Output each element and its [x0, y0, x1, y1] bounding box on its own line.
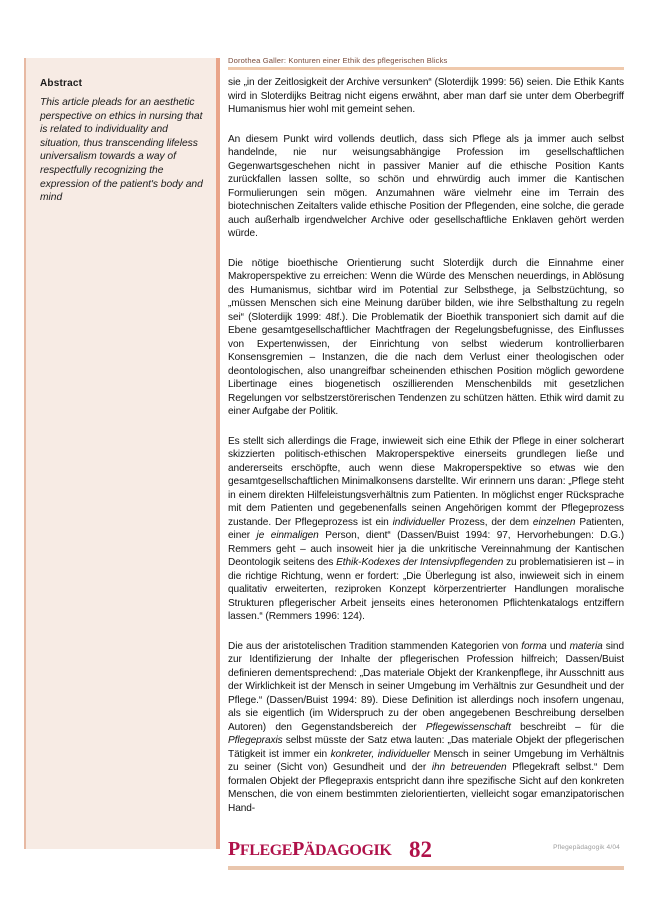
journal-p3: P — [292, 838, 304, 860]
footer-rule — [228, 866, 624, 870]
abstract-box — [40, 78, 210, 205]
emphasized-text: einzelnen — [532, 516, 576, 528]
main-text-column — [228, 76, 624, 831]
emphasized-text: konkreter, individueller — [330, 748, 430, 760]
emphasized-text: ihn betreuenden — [431, 762, 507, 773]
emphasized-text: Pflegewissenschaft — [425, 721, 511, 733]
body-text: Person, dient“ (Dassen/Buist 1994: 97, Hervorhebungen: D.G.) Remmers geht – auch insoweit hier ja die unkritische Vereinnahmung der Kantischen Deontologik seitens des — [228, 530, 624, 568]
body-text: Patienten, einer — [228, 516, 624, 541]
body-text: Die aus der aristotelischen Tradition stammenden Kategorien von — [228, 640, 522, 652]
sidebar-right-rule — [216, 58, 220, 849]
journal-p1: P — [228, 838, 240, 860]
body-text: Es stellt sich allerdings die Frage, inwieweit sich eine Ethik der Pflege in einer solcherart skizzierten politisch-ethischen Makroperspektive einerseits grundlegen ließe und andererseits erschöpfte, auch wenn diese Makroperspektive so etwas wie den gesamtgesellschaftlichen Minimalkonsens darstellte. Wir erinnern uns daran: „Pflege steht in einem direkten Hilfeleistungsverhältnis zum Patienten. In möglichst enger Rücksprache mit dem Patienten und gegebenenfalls seinen Angehörigen kommt der Pflegeprozess zustande. Der Pflegeprozess ist ein — [228, 435, 624, 528]
paragraph-4 — [228, 435, 624, 624]
footer-issue-label: Pflegepädagogik 4/04 — [553, 844, 620, 851]
paragraph-2: An diesem Punkt wird vollends deutlich, dass sich Pflege als ja immer auch selbst handelnde, nie nur weisungsabhängige Profession im gesellschaftlichen Gegenwartsgeschehen nicht in passiver Manier auf die ethische Position Kants zurückfallen lassen sollte, so schön und ehrwürdig auch immer die Kantischen Formulierungen sein mögen. Anzumahnen wäre vielmehr eine im Terrain des biotechnischen Zeitalters valide ethische Position der Pflegenden, eine solche, die gerade auch außerhalb irgendwelcher Archive oder gesellschaftliche Enklaven gehört werden würde. — [228, 133, 624, 239]
page-footer — [228, 838, 624, 864]
paragraph-1: sie „in der Zeitlosigkeit der Archive versunken“ (Sloterdijk 1999: 56) seien. Die Ethik Kants wird in Sloterdijks Beitrag nicht eigens erwähnt, aber man darf sie unter dem Oberbegriff Humanismus hier wohl mit gemeint sehen. — [228, 77, 624, 115]
emphasized-text: forma — [521, 640, 547, 652]
emphasized-text: Pflegepraxis — [228, 735, 283, 746]
body-text: selbst müsste der Satz etwa lauten: „Das materiale Objekt der pflegerischen Tätigkeit ist immer ein — [228, 735, 624, 760]
emphasized-text: Ethik-Kodexes der Intensivpflegenden — [336, 557, 504, 568]
body-text: Pflegekraft selbst.“ Dem formalen Objekt der Pflegepraxis entspricht dann ihre spezifische Sicht auf den konkreten Menschen, die von einem bestimmten zielorientierten, vielleicht sogar emanzipatorischen Hand- — [228, 762, 625, 814]
page-number: 82 — [409, 837, 432, 862]
body-text: und — [546, 640, 570, 652]
body-text: beschreibt – für die — [510, 721, 624, 733]
journal-title — [228, 838, 391, 861]
running-head: Dorothea Galler: Konturen einer Ethik des pflegerischen Blicks — [228, 56, 448, 65]
journal-p4: ÄDAGOGIK — [303, 842, 392, 859]
emphasized-text: individueller — [392, 516, 445, 528]
emphasized-text: je einmaligen — [256, 530, 319, 541]
body-text: sind zur Identifizierung der Inhalte der pflegerischen Profession hilfreich; Dassen/Buist definieren dementsprechend: „Das materiale Objekt der Krankenpflege, ihr Ausschnitt aus der Wirklichkeit ist der Mensch in seiner Umgebung im Verhältnis zur Gesundheit und der Pflege.“ (Dassen/Buist 1994: 89). Diese Definition ist allerdings noch insofern ungenau, als sie eigentlich (im Widerspruch zu der oben angegebenen Beschreibung derselben Autoren) den Gegenstandsbereich der — [228, 640, 625, 733]
body-text: Mensch in seiner Umgebung im Verhältnis zu seiner (Sicht von) Gesundheit und der — [228, 748, 624, 773]
abstract-title: Abstract — [40, 78, 83, 89]
paragraph-5 — [228, 640, 624, 816]
emphasized-text: materia — [569, 640, 603, 652]
journal-p2: FLEGE — [239, 842, 293, 859]
running-head-rule — [228, 67, 624, 70]
body-text: zu problematisieren ist – in die richtige Richtung, wenn er fordert: „Die Überlegung ist also, inwieweit sich in einem qualitativ erweiterten, reziproken Konzept körperzentrierter Handlungen moralische Strukturen pflegerischer Arbeit jenseits eines heteronomen Pflichtenkatalogs entziffern lassen.“ (Remmers 1996: 124). — [228, 557, 625, 622]
abstract-text: This article pleads for an aesthetic perspective on ethics in nursing that is related to individuality and situation, thus transcending lifeless universalism towards a way of respectfully recognizing the expression of the patient's body and mind — [40, 97, 203, 204]
sidebar-left-rule — [24, 58, 26, 849]
paragraph-3: Die nötige bioethische Orientierung sucht Sloterdijk durch die Einnahme einer Makroperspektive zu erreichen: Wenn die Würde des Menschen neuerdings, in Ablösung des Humanismus, sichtbar wird im Potential zur Selbsthege, ja Selbstzüchtung, so „müssen Menschen sich eine Meinung darüber bilden, wie ihre Selbsthaltung zu regeln sei“ (Sloterdijk 1999: 48f.). Die Problematik der Bioethik transponiert sich damit auf die Ebene gesamtgesellschaftlicher Machtfragen der Regelungsbefugnisse, des Einflusses von Expertenwissen, der Einrichtung von selbst wiederum kontrollierbaren Konsensgremien – Instanzen, die die nach dem Verlust einer theologischen oder deontologischen, also unangreifbar scheinenden ethischen Position möglich gewordene Libertinage eines biogenetisch oszillierenden Menschenbilds mit gesetzlichen Regelungen vor selbstzerstörerischen Tendenzen zu schützen hätten. Ethik wird damit zu einer Aufgabe der Politik. — [228, 257, 624, 417]
body-text: Prozess, der dem — [444, 516, 533, 528]
